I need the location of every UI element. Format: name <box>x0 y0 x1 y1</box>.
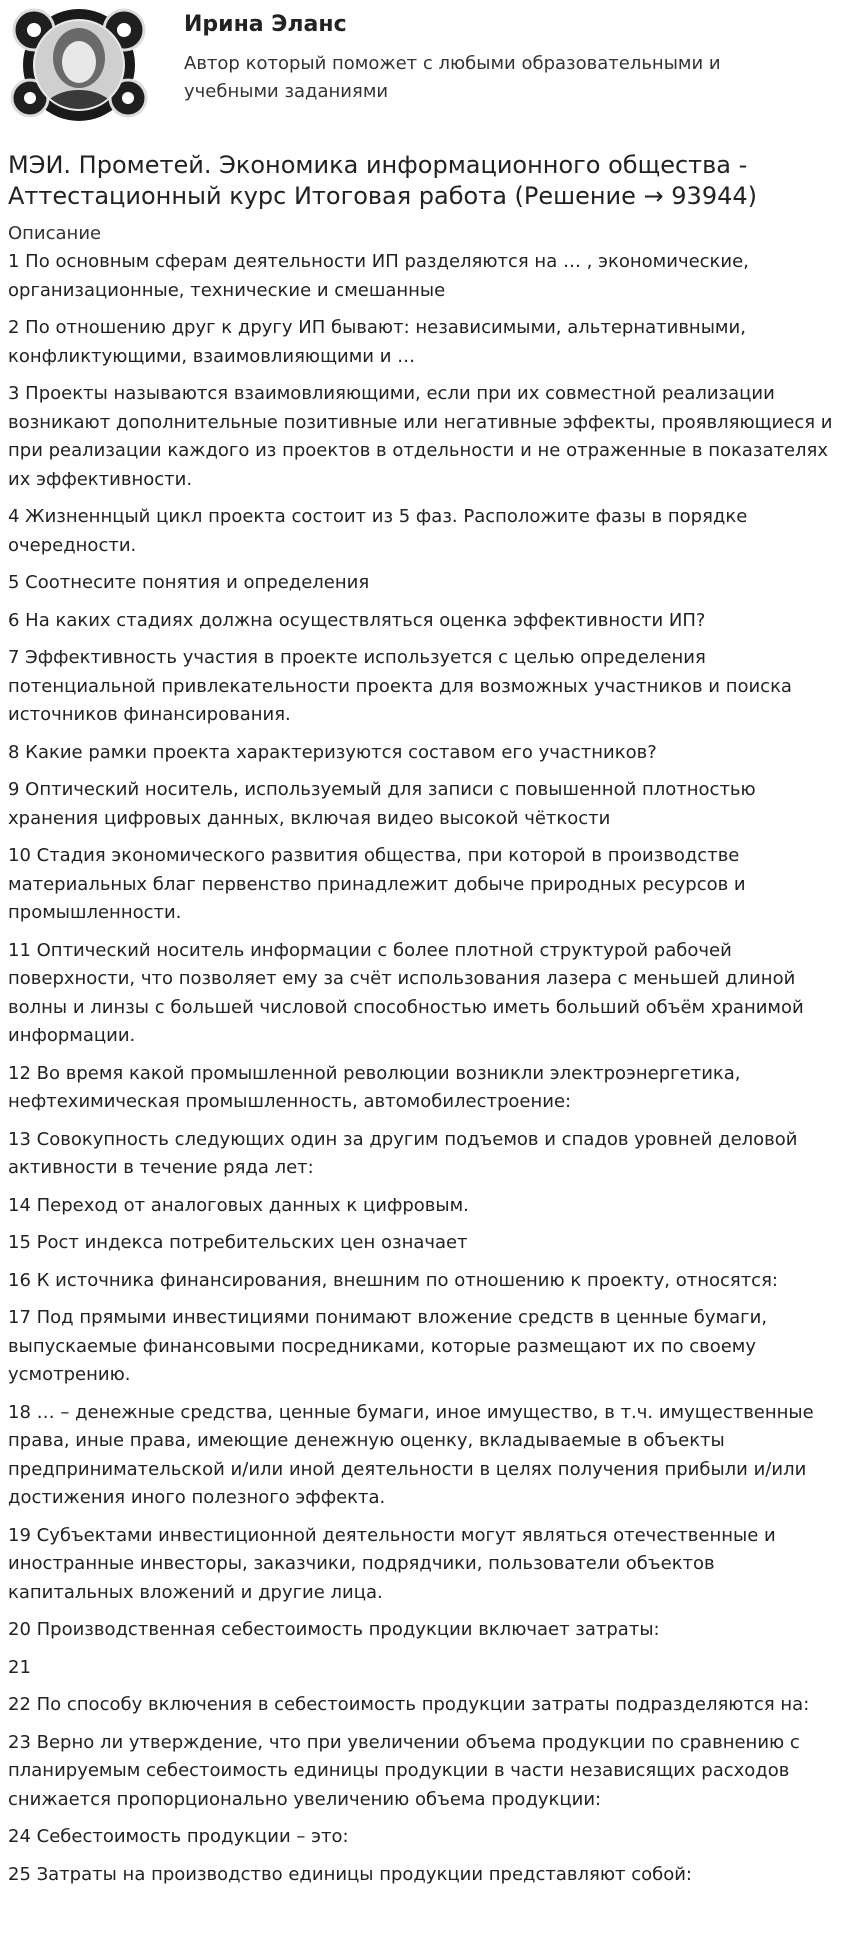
question-item: 17 Под прямыми инвестициями понимают вложение средств в ценные бумаги, выпускаемые финансовыми посредниками, которые размещают их по своему усмотрению. <box>8 1307 768 1385</box>
author-block <box>0 0 847 130</box>
question-item: 7 Эффективность участия в проекте используется с целью определения потенциальной привлекательности проекта для возможных участников и поиска источников финансирования. <box>8 647 792 725</box>
author-description: Автор который поможет с любыми образовательными и учебными заданиями <box>184 53 721 102</box>
question-item: 24 Себестоимость продукции – это: <box>8 1826 349 1847</box>
question-item: 11 Оптический носитель информации с более плотной структурой рабочей поверхности, что позволяет ему за счёт использования лазера с меньшей длиной волны и линзы с большей числовой способностью иметь больший объём хранимой информации. <box>8 939 804 1046</box>
question-item: 9 Оптический носитель, используемый для записи с повышенной плотностью хранения цифровых данных, включая видео высокой чёткости <box>8 779 756 829</box>
question-item: 22 По способу включения в себестоимость продукции затраты подразделяются на: <box>8 1694 810 1715</box>
question-item: 15 Рост индекса потребительских цен означает <box>8 1232 468 1253</box>
author-name[interactable]: Ирина Эланс <box>184 12 347 37</box>
description-label: Описание <box>8 223 102 244</box>
question-list <box>0 248 843 1889</box>
question-item: 5 Соотнесите понятия и определения <box>8 572 370 593</box>
question-item: 13 Совокупность следующих один за другим подъемов и спадов уровней деловой активности в течение ряда лет: <box>8 1128 798 1178</box>
question-item: 18 … – денежные средства, ценные бумаги, иное имущество, в т.ч. имущественные права, иные права, имеющие денежную оценку, вкладываемые в объекты предпринимательской и/или иной деятельности в целях получения прибыли и/или достижения иного полезного эффекта. <box>8 1401 814 1508</box>
question-item: 12 Во время какой промышленной революции возникли электроэнергетика, нефтехимическая промышленность, автомобилестроение: <box>8 1062 741 1112</box>
question-item: 19 Субъектами инвестиционной деятельности могут являться отечественные и иностранные инвесторы, заказчики, подрядчики, пользователи объектов капитальных вложений и другие лица. <box>8 1524 776 1603</box>
question-item: 10 Стадия экономического развития общества, при которой в производстве материальных благ первенство принадлежит добыче природных ресурсов и промышленности. <box>8 845 746 923</box>
question-item: 4 Жизненнцый цикл проекта состоит из 5 фаз. Расположите фазы в порядке очередности. <box>8 506 748 556</box>
question-item: 23 Верно ли утверждение, что при увеличении объема продукции по сравнению с планируемым себестоимость единицы продукции в части независящих расходов снижается пропорционально увеличению объема продукции: <box>8 1731 800 1810</box>
question-item: 2 По отношению друг к другу ИП бывают: независимыми, альтернативными, конфликтующими, взаимовлияющими и … <box>8 317 746 367</box>
question-item: 25 Затраты на производство единицы продукции представляют собой: <box>8 1863 692 1885</box>
question-item: 21 <box>8 1656 31 1678</box>
question-item: 14 Переход от аналоговых данных к цифровым. <box>8 1194 469 1216</box>
question-item: 1 По основным сферам деятельности ИП разделяются на … , экономические, организационные, технические и смешанные <box>8 251 749 301</box>
page-title: МЭИ. Прометей. Экономика информационного общества - Аттестационный курс Итоговая работа (Решение → 93944) <box>8 151 757 210</box>
question-item: 6 На каких стадиях должна осуществляться оценка эффективности ИП? <box>8 609 706 631</box>
question-item: 20 Производственная себестоимость продукции включает затраты: <box>8 1619 660 1640</box>
question-item: 16 К источника финансирования, внешним по отношению к проекту, относятся: <box>8 1269 778 1291</box>
question-item: 8 Какие рамки проекта характеризуются составом его участников? <box>8 741 657 763</box>
question-item: 3 Проекты называются взаимовлияющими, если при их совместной реализации возникают дополнительные позитивные или негативные эффекты, проявляющиеся и при реализации каждого из проектов в отдельности и не отраженные в показателях их эффективности. <box>8 383 833 490</box>
author-avatar[interactable] <box>6 6 152 124</box>
